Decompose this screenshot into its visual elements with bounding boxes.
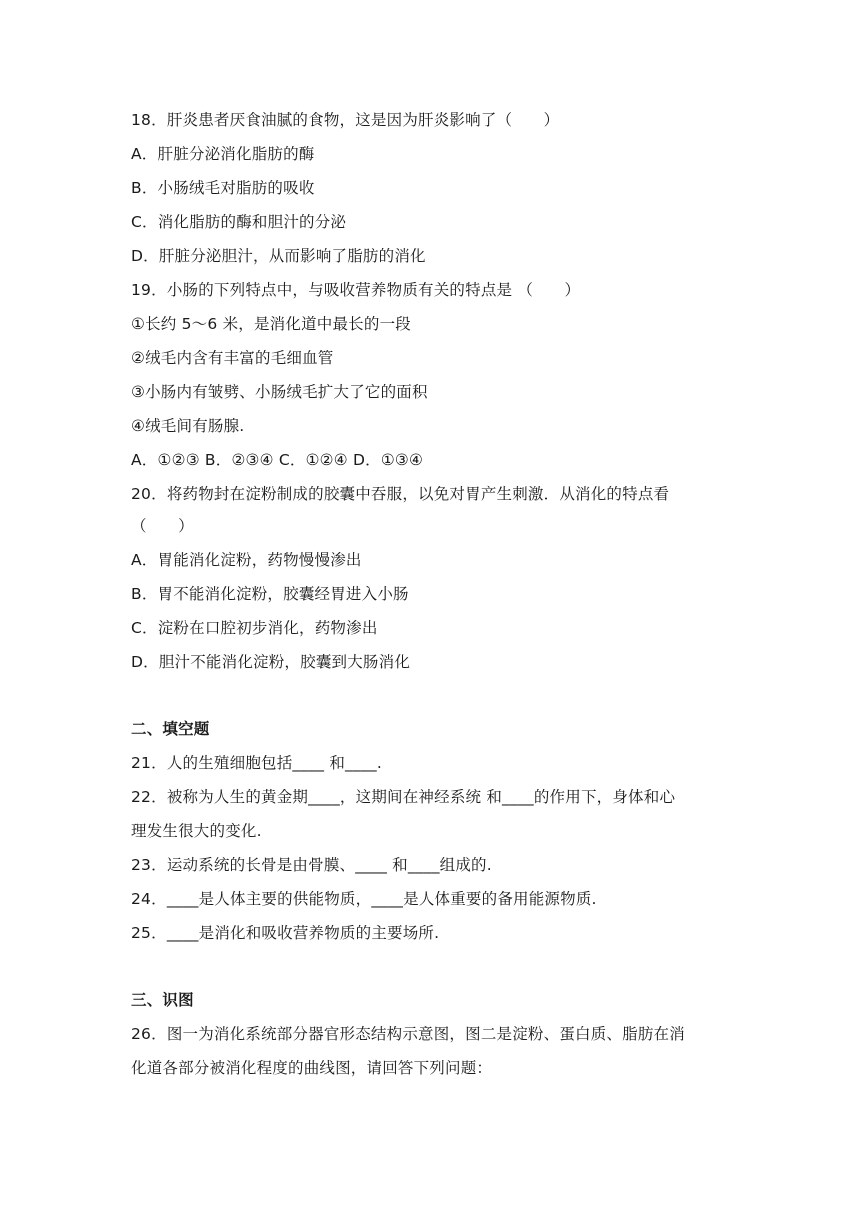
q19-options: A．①②③ B．②③④ C．①②④ D．①③④ [131, 451, 424, 469]
q21: 21．人的生殖细胞包括____ 和____. [131, 754, 382, 772]
q18-option-c: C．消化脂肪的酶和胆汁的分泌 [131, 213, 347, 231]
q20-stem-line1: 20．将药物封在淀粉制成的胶囊中吞服，以免对胃产生刺激．从消化的特点看 [131, 485, 670, 503]
q20-option-d: D．胆汁不能消化淀粉，胶囊到大肠消化 [131, 653, 411, 671]
q24: 24．____是人体主要的供能物质，____是人体重要的备用能源物质. [131, 890, 597, 908]
q19-item-4: ④绒毛间有肠腺. [131, 417, 245, 435]
q18-option-b: B．小肠绒毛对脂肪的吸收 [131, 179, 315, 197]
q20-option-a: A．胃能消化淀粉，药物慢慢渗出 [131, 551, 362, 569]
q19-item-1: ①长约 5～6 米，是消化道中最长的一段 [131, 315, 411, 333]
q18-stem: 18．肝炎患者厌食油腻的食物，这是因为肝炎影响了（ ） [131, 111, 560, 129]
q18-option-d: D．肝脏分泌胆汁，从而影响了脂肪的消化 [131, 247, 426, 265]
q22-line1: 22．被称为人生的黄金期____，这期间在神经系统 和____的作用下，身体和心 [131, 788, 676, 806]
q20-option-b: B．胃不能消化淀粉，胶囊经胃进入小肠 [131, 585, 409, 603]
q23: 23．运动系统的长骨是由骨膜、____ 和____组成的. [131, 856, 492, 874]
q26-line2: 化道各部分被消化程度的曲线图，请回答下列问题： [131, 1059, 493, 1077]
q22-line2: 理发生很大的变化. [131, 822, 262, 840]
q18-option-a: A．肝脏分泌消化脂肪的酶 [131, 145, 315, 163]
q19-stem: 19．小肠的下列特点中，与吸收营养物质有关的特点是 （ ） [131, 281, 581, 299]
q20-stem-line2: （ ） [131, 517, 194, 535]
q26-line1: 26．图一为消化系统部分器官形态结构示意图，图二是淀粉、蛋白质、脂肪在消 [131, 1025, 685, 1043]
q25: 25．____是消化和吸收营养物质的主要场所. [131, 924, 440, 942]
section3-title: 三、识图 [131, 991, 194, 1009]
q20-option-c: C．淀粉在口腔初步消化，药物渗出 [131, 619, 378, 637]
q19-item-2: ②绒毛内含有丰富的毛细血管 [131, 349, 334, 367]
q19-item-3: ③小肠内有皱劈、小肠绒毛扩大了它的面积 [131, 383, 428, 401]
section2-title: 二、填空题 [131, 720, 210, 738]
